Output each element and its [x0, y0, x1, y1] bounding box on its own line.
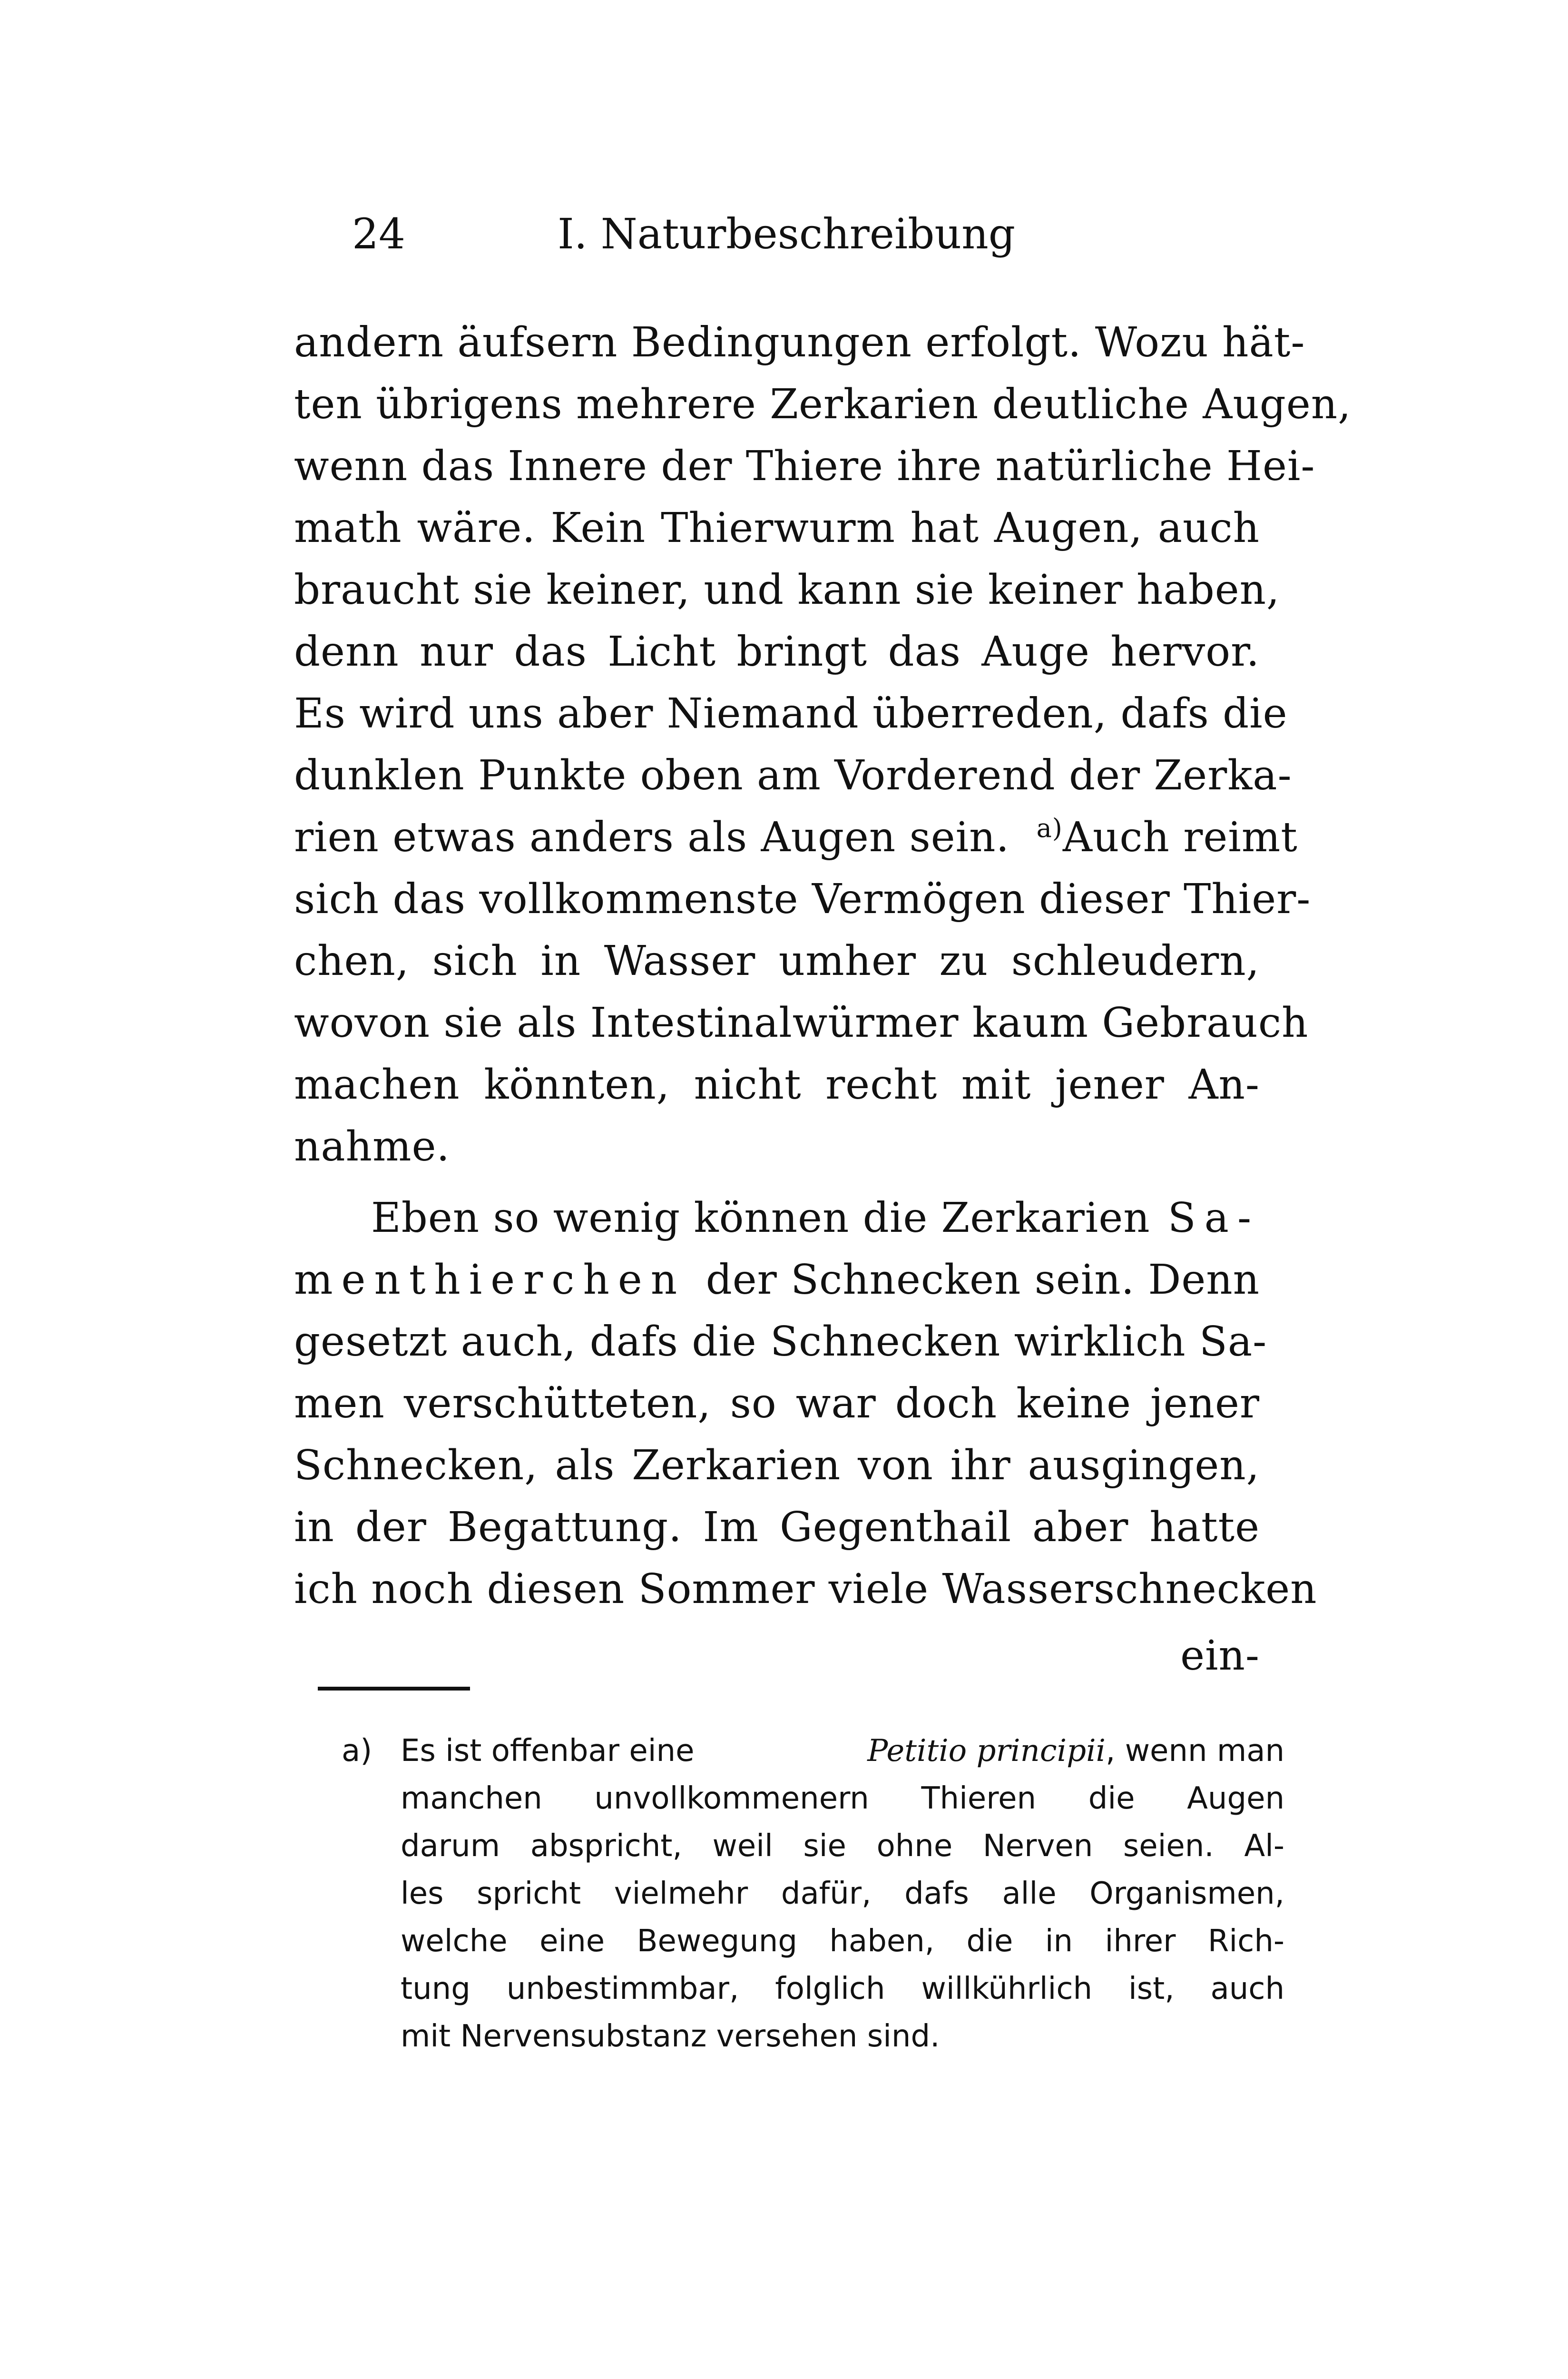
body-line: nahme. [294, 1123, 450, 1170]
body-line: ich noch diesen Sommer viele Wasserschnecken [294, 1565, 1317, 1613]
body-line-text: Eben so wenig können die Zerkarien [371, 1194, 1150, 1242]
running-title: I. Naturbeschreibung [558, 209, 1016, 258]
body-line: dunklen Punkte oben am Vorderend der Zerka- [294, 752, 1292, 799]
spaced-word: menthierchen [294, 1256, 686, 1304]
body-line: andern äufsern Bedingungen erfolgt. Wozu hät- [294, 319, 1305, 366]
body-line: braucht sie keiner, und kann sie keiner haben, [294, 566, 1280, 614]
body-line-text: rien etwas anders als Augen sein. [294, 814, 1009, 861]
body-line-text: der Schnecken sein. Denn [706, 1256, 1260, 1304]
body-line: ten übrigens mehrere Zerkarien deutliche Augen, [294, 381, 1352, 428]
body-line: chen, sich in Wasser umher zu schleudern, [294, 937, 1260, 985]
body-line: denn nur das Licht bringt das Auge hervor. [294, 628, 1260, 676]
body-line-with-footnote-ref [294, 809, 1298, 866]
footnote-rule [318, 1687, 470, 1691]
footnote-line: les spricht vielmehr dafür, dafs alle Organismen, [401, 1876, 1284, 1911]
body-line: math wäre. Kein Thierwurm hat Augen, auch [294, 504, 1260, 552]
body-line: wenn das Innere der Thiere ihre natürliche Hei- [294, 442, 1315, 490]
footnote-reference: a) [1036, 813, 1063, 843]
paragraph-start-line [371, 1190, 1260, 1247]
body-line: gesetzt auch, dafs die Schnecken wirklich Sa- [294, 1318, 1267, 1366]
body-line: Es wird uns aber Niemand überreden, dafs die [294, 690, 1288, 737]
footnote-text: Es ist offenbar eine [401, 1733, 695, 1769]
page-header [352, 209, 1016, 266]
footnote-line: darum abspricht, weil sie ohne Nerven seien. Al- [401, 1828, 1284, 1864]
footnote-marker: a) [342, 1733, 372, 1769]
footnote-text: , wenn man [1106, 1733, 1284, 1769]
body-line: sich das vollkommenste Vermögen dieser Thier- [294, 875, 1311, 923]
footnote-italic-phrase: Petitio principii [867, 1733, 1106, 1769]
body-line: in der Begattung. Im Gegenthail aber hatte [294, 1504, 1260, 1551]
body-line: wovon sie als Intestinalwürmer kaum Gebrauch [294, 999, 1309, 1047]
body-line-spaced [294, 1251, 1260, 1308]
body-line: machen könnten, nicht recht mit jener An- [294, 1061, 1260, 1109]
catchword: ein- [1180, 1632, 1260, 1680]
footnote-line: welche eine Bewegung haben, die in ihrer Rich- [401, 1924, 1284, 1959]
footnote-line: manchen unvollkommenern Thieren die Augen [401, 1781, 1284, 1816]
body-line: Schnecken, als Zerkarien von ihr ausgingen, [294, 1442, 1260, 1489]
footnote-line: tung unbestimmbar, folglich willkührlich ist, auch [401, 1971, 1284, 2006]
body-line: men verschütteten, so war doch keine jener [294, 1380, 1260, 1427]
footnote-line [401, 1727, 1284, 1775]
footnote-line: mit Nervensubstanz versehen sind. [401, 2019, 940, 2054]
body-line-text: Auch reimt [1062, 814, 1298, 861]
spaced-word: Sa- [1167, 1194, 1260, 1242]
page-number: 24 [352, 209, 405, 258]
